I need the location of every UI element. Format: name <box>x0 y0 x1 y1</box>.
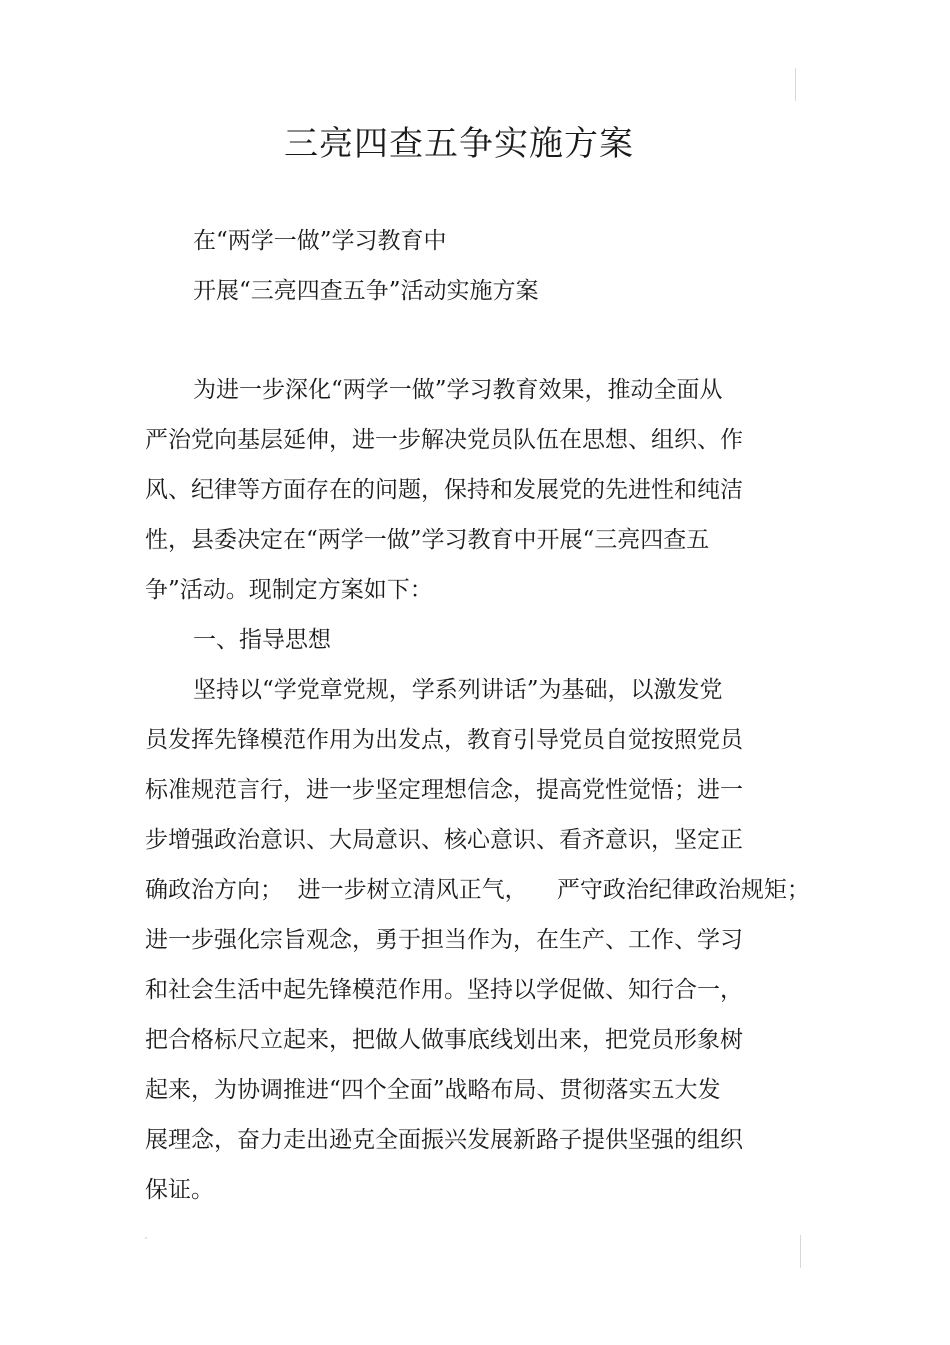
section-paragraph-line: 展理念，奋力走出逊克全面振兴发展新路子提供坚强的组织 <box>145 1127 743 1153</box>
section-paragraph-line: 标准规范言行，进一步坚定理想信念，提高党性觉悟；进一 <box>145 777 743 803</box>
page-corner-mark <box>795 68 796 101</box>
page-corner-mark <box>145 1237 147 1239</box>
section-paragraph-line: 员发挥先锋模范作用为出发点，教育引导党员自觉按照党员 <box>145 727 743 753</box>
section-paragraph-line: 确政治方向； 进一步树立清风正气， 严守政治纪律政治规矩； <box>145 877 810 903</box>
document-title: 三亮四查五争实施方案 <box>284 124 634 164</box>
section-paragraph-line: 把合格标尺立起来，把做人做事底线划出来，把党员形象树 <box>145 1027 743 1053</box>
section-paragraph-line: 保证。 <box>145 1177 214 1203</box>
section-heading: 一、指导思想 <box>193 627 331 653</box>
subtitle-line: 在“两学一做”学习教育中 <box>193 228 447 254</box>
section-paragraph-line: 起来，为协调推进“四个全面”战略布局、贯彻落实五大发 <box>145 1077 721 1103</box>
section-paragraph-line: 进一步强化宗旨观念，勇于担当作为，在生产、工作、学习 <box>145 927 743 953</box>
section-paragraph-line: 坚持以“学党章党规，学系列讲话”为基础，以激发党 <box>193 677 723 703</box>
intro-paragraph-line: 严治党向基层延伸，进一步解决党员队伍在思想、组织、作 <box>145 427 743 453</box>
subtitle-line: 开展“三亮四查五争”活动实施方案 <box>193 278 539 304</box>
page-corner-mark <box>800 1235 801 1268</box>
section-paragraph-line: 和社会生活中起先锋模范作用。坚持以学促做、知行合一， <box>145 977 743 1003</box>
section-paragraph-line: 步增强政治意识、大局意识、核心意识、看齐意识，坚定正 <box>145 827 743 853</box>
intro-paragraph-line: 风、纪律等方面存在的问题，保持和发展党的先进性和纯洁 <box>145 477 743 503</box>
intro-paragraph-line: 性，县委决定在“两学一做”学习教育中开展“三亮四查五 <box>145 527 710 553</box>
intro-paragraph-line: 争”活动。现制定方案如下： <box>145 577 433 603</box>
intro-paragraph-line: 为进一步深化“两学一做”学习教育效果，推动全面从 <box>193 377 723 403</box>
